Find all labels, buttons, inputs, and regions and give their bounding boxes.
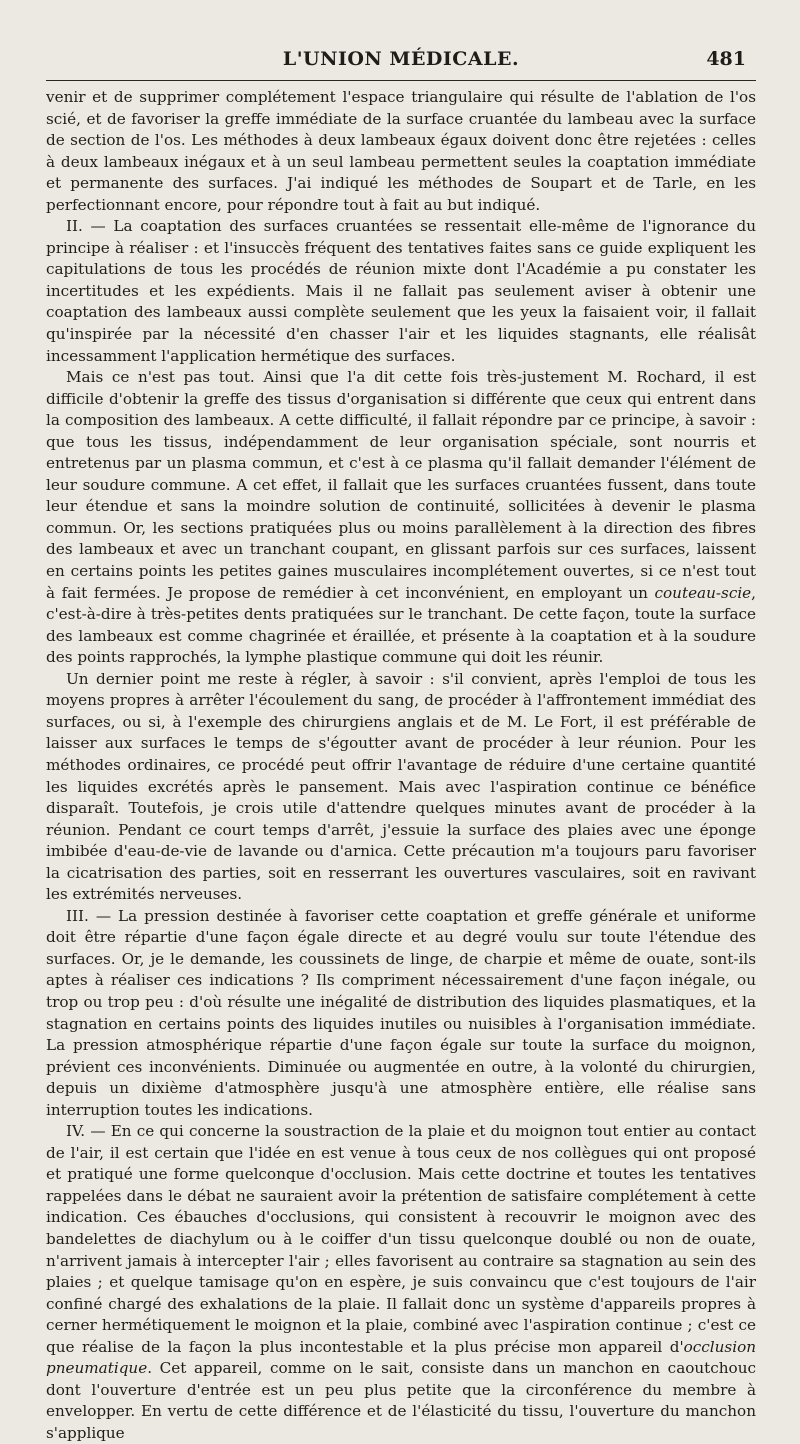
- paragraph-section-2: II. — La coaptation des surfaces cruantées se ressentait elle-même de l'ignorance du principe à réaliser : et l'insuccès fréquent des tentatives faites sans ce guide expliquent les capitulations de tous les procédés de réunion mixte dont l'Académie a pu constater les incertitudes et les expédients. Mais il ne fallait pas seulement aviser à obtenir une coaptation des lambeaux aussi complète seulement que les yeux la faisaient voir, il fallait qu'inspirée par la nécessité d'en chasser l'air et les liquides stagnants, elle réalisât incessamment l'application hermétique des surfaces.: [46, 217, 756, 365]
- paragraph-text: Mais ce n'est pas tout. Ainsi que l'a dit cette fois très-justement M. Rochard, il est difficile d'obtenir la greffe des tissus d'organisation si différente que ceux qui entrent dans la composition des lambeaux. A cette difficulté, il fallait répondre par ce principe, à savoir : que tous les tissus, indépendamment de leur organisation spéciale, sont nourris et entretenus par un plasma commun, et c'est à ce plasma qu'il fallait demander l'élément de leur soudure commune. A cet effet, il fallait que les surfaces cruantées fussent, dans toute leur étendue et sans la moindre solution de continuité, sollicitées à devenir le plasma commun. Or, les sections pratiquées plus ou moins parallèlement à la direction des fibres des lambeaux et avec un tranchant coupant, en glissant parfois sur ces surfaces, laissent en certains points les petites gaines musculaires incomplétement ouvertes, si ce n'est tout à fait fermées. Je propose de remédier à cet inconvénient, en employant un: [46, 368, 756, 602]
- paragraph-text: IV. — En ce qui concerne la soustraction de la plaie et du moignon tout entier au contact de l'air, il est certain que l'idée en est venue à tous ceux de nos collègues qui ont proposé et pratiqué une forme quelconque d'occlusion. Mais cette doctrine et toutes les tentatives rappelées dans le débat ne sauraient avoir la prétention de satisfaire complétement à cette indication. Ces ébauches d'occlusions, qui consistent à recouvrir le moignon avec des bandelettes de diachylum ou à le coiffer d'un tissu quelconque doublé ou non de ouate, n'arrivent jamais à intercepter l'air ; elles favorisent au contraire sa stagnation au sein des plaies ; et quelque tamisage qu'on en espère, je suis convaincu que c'est toujours de l'air confiné chargé des exhalations de la plaie. Il fallait donc un système d'appareils propres à cerner hermétiquement le moignon et la plaie, combiné avec l'aspiration continue ; c'est ce que réalise de la façon la plus incontestable et la plus précise mon appareil d': [46, 1122, 756, 1356]
- header-rule: [46, 80, 756, 81]
- emphasis-occlusion-pneumatique: occlusion pneumatique: [46, 1337, 756, 1378]
- running-title: L'UNION MÉDICALE.: [282, 48, 520, 70]
- emphasis-couteau-scie: couteau-scie: [654, 583, 752, 602]
- paragraph-text: , c'est-à-dire à très-petites dents pratiquées sur le tranchant. De cette façon, toute la surface des lambeaux est comme chagrinée et éraillée, et présente à la coaptation et à la soudure des points rapprochés, la lymphe plastique commune qui doit les réunir.: [46, 583, 756, 667]
- paragraph-section-4: [46, 1121, 756, 1444]
- paragraph-text: . Cet appareil, comme on le sait, consiste dans un manchon en caoutchouc dont l'ouverture d'entrée est un peu plus petite que la circonférence du membre à envelopper. En vertu de cette différence et de l'élasticité du tissu, l'ouverture du manchon s'applique: [46, 1359, 756, 1442]
- paragraph-last-point: Un dernier point me reste à régler, à savoir : s'il convient, après l'emploi de tous les moyens propres à arrêter l'écoulement du sang, de procéder à l'affrontement immédiat des surfaces, ou si, à l'exemple des chirurgiens anglais et de M. Le Fort, il est préférable de laisser aux surfaces le temps de s'égoutter avant de procéder à leur réunion. Pour les méthodes ordinaires, ce procédé peut offrir l'avantage de réduire d'une certaine quantité les liquides excrétés après le pansement. Mais avec l'aspiration continue ce bénéfice disparaît. Toutefois, je crois utile d'attendre quelques minutes avant de procéder à la réunion. Pendant ce court temps d'arrêt, j'essuie la surface des plaies avec une éponge imbibée d'eau-de-vie de lavande ou d'arnica. Cette précaution m'a toujours paru favoriser la cicatrisation des parties, soit en resserrant les ouvertures vasculaires, soit en ravivant les extrémités nerveuses.: [46, 669, 756, 904]
- paragraph-continuation: venir et de supprimer complétement l'espace triangulaire qui résulte de l'ablation de l'os scié, et de favoriser la greffe immédiate de la surface cruantée du lambeau avec la surface de section de l'os. Les méthodes à deux lambeaux égaux doivent donc être rejetées : celles à deux lambeaux inégaux et à un seul lambeau permettent seules la coaptation immédiate et permanente des surfaces. J'ai indiqué les méthodes de Soupart et de Tarle, en les perfectionnant encore, pour répondre tout à fait au but indiqué.: [46, 88, 756, 214]
- paragraph-tissue-graft: [46, 367, 756, 669]
- body-text: [46, 87, 756, 1444]
- page-header: [46, 40, 756, 76]
- paragraph-section-3: III. — La pression destinée à favoriser cette coaptation et greffe générale et uniforme doit être répartie d'une façon égale directe et au degré voulu sur toute l'étendue des surfaces. Or, je le demande, les coussinets de linge, de charpie et même de ouate, sont-ils aptes à réaliser ces indications ? Ils compriment nécessairement d'une façon inégale, ou trop ou trop peu : d'où résulte une inégalité de distribution des liquides plasmatiques, et la stagnation en certains points des liquides inutiles ou nuisibles à l'organisation immédiate. La pression atmosphérique répartie d'une façon égale sur toute la surface du moignon, prévient ces inconvénients. Diminuée ou augmentée en outre, à la volonté du chirurgien, depuis un dixième d'atmosphère jusqu'à une atmosphère entière, elle réalise sans interruption toutes les indications.: [46, 906, 756, 1119]
- page-number: 481: [706, 48, 746, 70]
